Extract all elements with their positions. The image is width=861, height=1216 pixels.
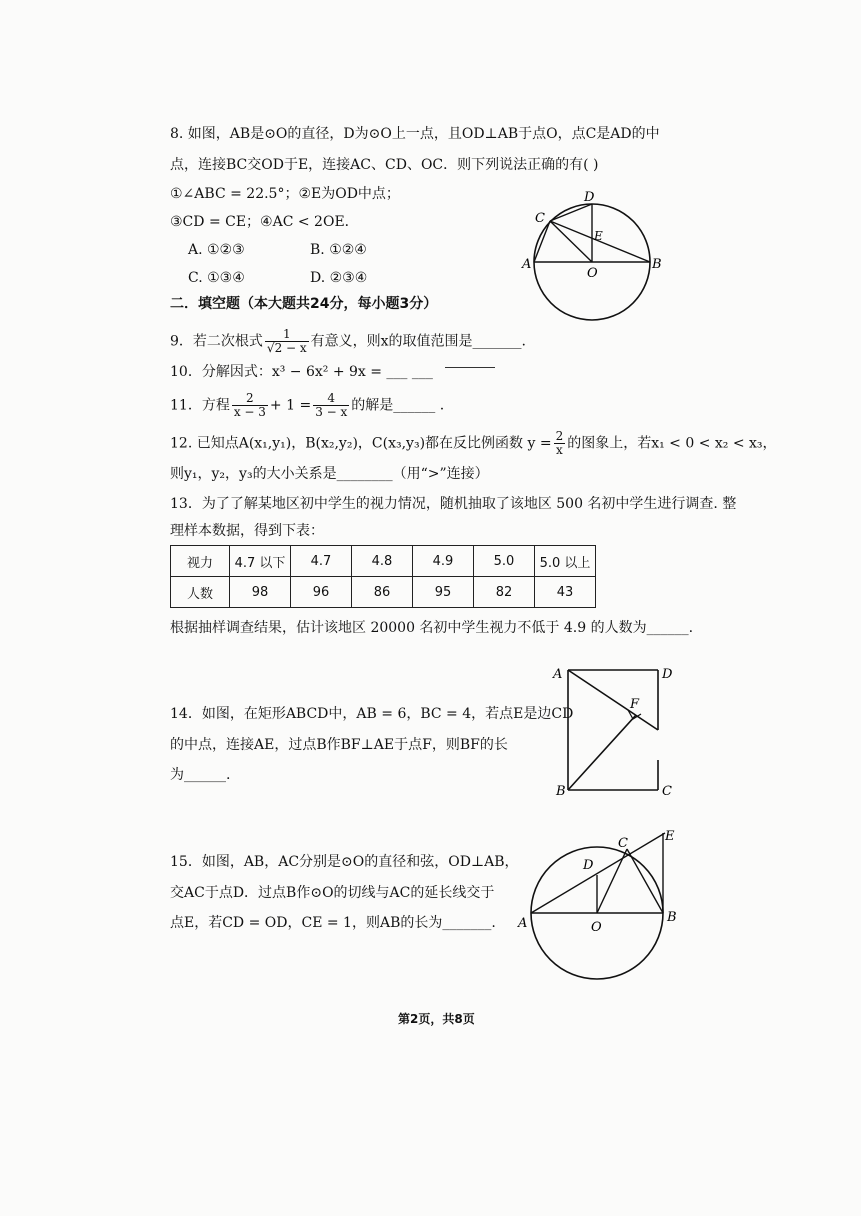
q11-middle: + 1 = <box>269 397 312 414</box>
q9-fraction <box>265 328 309 355</box>
table-cell: 96 <box>291 577 352 608</box>
q15-label-c: C <box>618 836 628 851</box>
q8-label-d: D <box>584 190 595 205</box>
q14-label-d: D <box>662 667 673 682</box>
q11-suffix: 的解是______ . <box>351 397 445 414</box>
q9-suffix: 有意义，则x的取值范围是_______. <box>310 333 527 350</box>
q8-line1: 8. 如图，AB是⊙O的直径，D为⊙O上一点，且OD⊥AB于点O，点C是AD的中 <box>170 126 660 142</box>
table-row <box>171 577 596 608</box>
q9-prefix: 9．若二次根式 <box>170 333 263 350</box>
q8-line3: ①∠ABC = 22.5°；②E为OD中点； <box>170 186 400 202</box>
q14-label-b: B <box>556 784 566 799</box>
table-header-cell: 4.8 <box>352 546 413 577</box>
q10-stray-line <box>445 367 495 368</box>
q11 <box>170 392 444 419</box>
table-header-cell: 5.0 以上 <box>535 546 596 577</box>
table-header-cell: 4.7 <box>291 546 352 577</box>
q11-den-1: x − 3 <box>233 405 266 419</box>
table-cell: 95 <box>413 577 474 608</box>
table-cell: 86 <box>352 577 413 608</box>
q15-label-e: E <box>665 829 675 844</box>
q11-fraction-2 <box>313 392 349 419</box>
q9-numerator: 1 <box>265 328 309 342</box>
q8-option-b: B. ①②④ <box>310 242 367 258</box>
q11-fraction-1 <box>232 392 268 419</box>
q10: 10．分解因式：x³ − 6x² + 9x = ___ ___ <box>170 364 433 380</box>
q8-option-c: C. ①③④ <box>188 270 245 286</box>
q8-label-c: C <box>535 211 545 226</box>
q8-label-o: O <box>587 266 598 281</box>
q14-line1: 14．如图，在矩形ABCD中，AB = 6，BC = 4，若点E是边CD <box>170 706 574 722</box>
q9-denominator: √2 − x <box>266 341 307 355</box>
q12-denominator: x <box>556 443 563 457</box>
q14-line2: 的中点，连接AE，过点B作BF⊥AE于点F，则BF的长 <box>170 737 508 753</box>
q8-label-e: E <box>594 229 603 243</box>
q14-label-a: A <box>553 667 563 682</box>
q11-den-2: 3 − x <box>315 405 348 419</box>
q13-line1: 13．为了了解某地区初中学生的视力情况，随机抽取了该地区 500 名初中学生进行调查. 整 <box>170 496 737 512</box>
q8-option-a: A. ①②③ <box>188 242 245 258</box>
q12-prefix: 12. 已知点A(x₁,y₁)，B(x₂,y₂)，C(x₃,y₃)都在反比例函数 y = <box>170 435 552 452</box>
q8-label-b: B <box>652 257 662 272</box>
table-cell: 43 <box>535 577 596 608</box>
q15-line1: 15．如图，AB，AC分别是⊙O的直径和弦，OD⊥AB， <box>170 854 519 870</box>
q12-suffix: 的图象上，若x₁ < 0 < x₂ < x₃， <box>567 435 777 452</box>
q8-label-a: A <box>522 257 532 272</box>
page-footer: 第2页，共8页 <box>398 1012 475 1026</box>
q12-line2: 则y₁，y₂，y₃的大小关系是________（用“>”连接） <box>170 466 489 482</box>
table-header-cell: 4.9 <box>413 546 474 577</box>
q13-line3: 根据抽样调查结果，估计该地区 20000 名初中学生视力不低于 4.9 的人数为______. <box>170 620 694 636</box>
q8-line4: ③CD = CE；④AC < 2OE． <box>170 214 359 230</box>
q8-circle-figure <box>520 188 670 338</box>
q11-prefix: 11．方程 <box>170 397 230 414</box>
table-cell: 82 <box>474 577 535 608</box>
q15-label-a: A <box>518 916 528 931</box>
q9 <box>170 328 526 355</box>
q13-line2: 理样本数据，得到下表： <box>170 523 324 539</box>
q12-fraction <box>554 430 566 457</box>
table-cell: 人数 <box>171 577 230 608</box>
q12-numerator: 2 <box>555 429 564 443</box>
table-cell: 98 <box>230 577 291 608</box>
table-header-cell: 4.7 以下 <box>230 546 291 577</box>
vision-table <box>170 545 596 608</box>
q14-label-c: C <box>662 784 672 799</box>
table-header-cell: 视力 <box>171 546 230 577</box>
q14-rectangle-figure <box>548 660 688 810</box>
q12-line1 <box>170 430 777 457</box>
table-header-cell: 5.0 <box>474 546 535 577</box>
q15-label-d: D <box>583 858 594 873</box>
q15-circle-figure <box>515 825 685 985</box>
q8-option-d: D. ②③④ <box>310 270 368 286</box>
q14-line3: 为______. <box>170 767 231 783</box>
q11-num-2: 4 <box>313 392 349 406</box>
q11-num-1: 2 <box>232 392 268 406</box>
q15-label-o: O <box>591 920 602 935</box>
table-header-row <box>171 546 596 577</box>
q8-line2: 点，连接BC交OD于E，连接AC、CD、OC．则下列说法正确的有( ) <box>170 157 599 173</box>
q15-line3: 点E，若CD = OD，CE = 1，则AB的长为_______. <box>170 915 496 931</box>
q15-label-b: B <box>667 910 677 925</box>
q14-label-f: F <box>630 697 640 712</box>
section-2-heading: 二．填空题（本大题共24分，每小题3分） <box>170 296 438 312</box>
q15-line2: 交AC于点D．过点B作⊙O的切线与AC的延长线交于 <box>170 885 495 901</box>
